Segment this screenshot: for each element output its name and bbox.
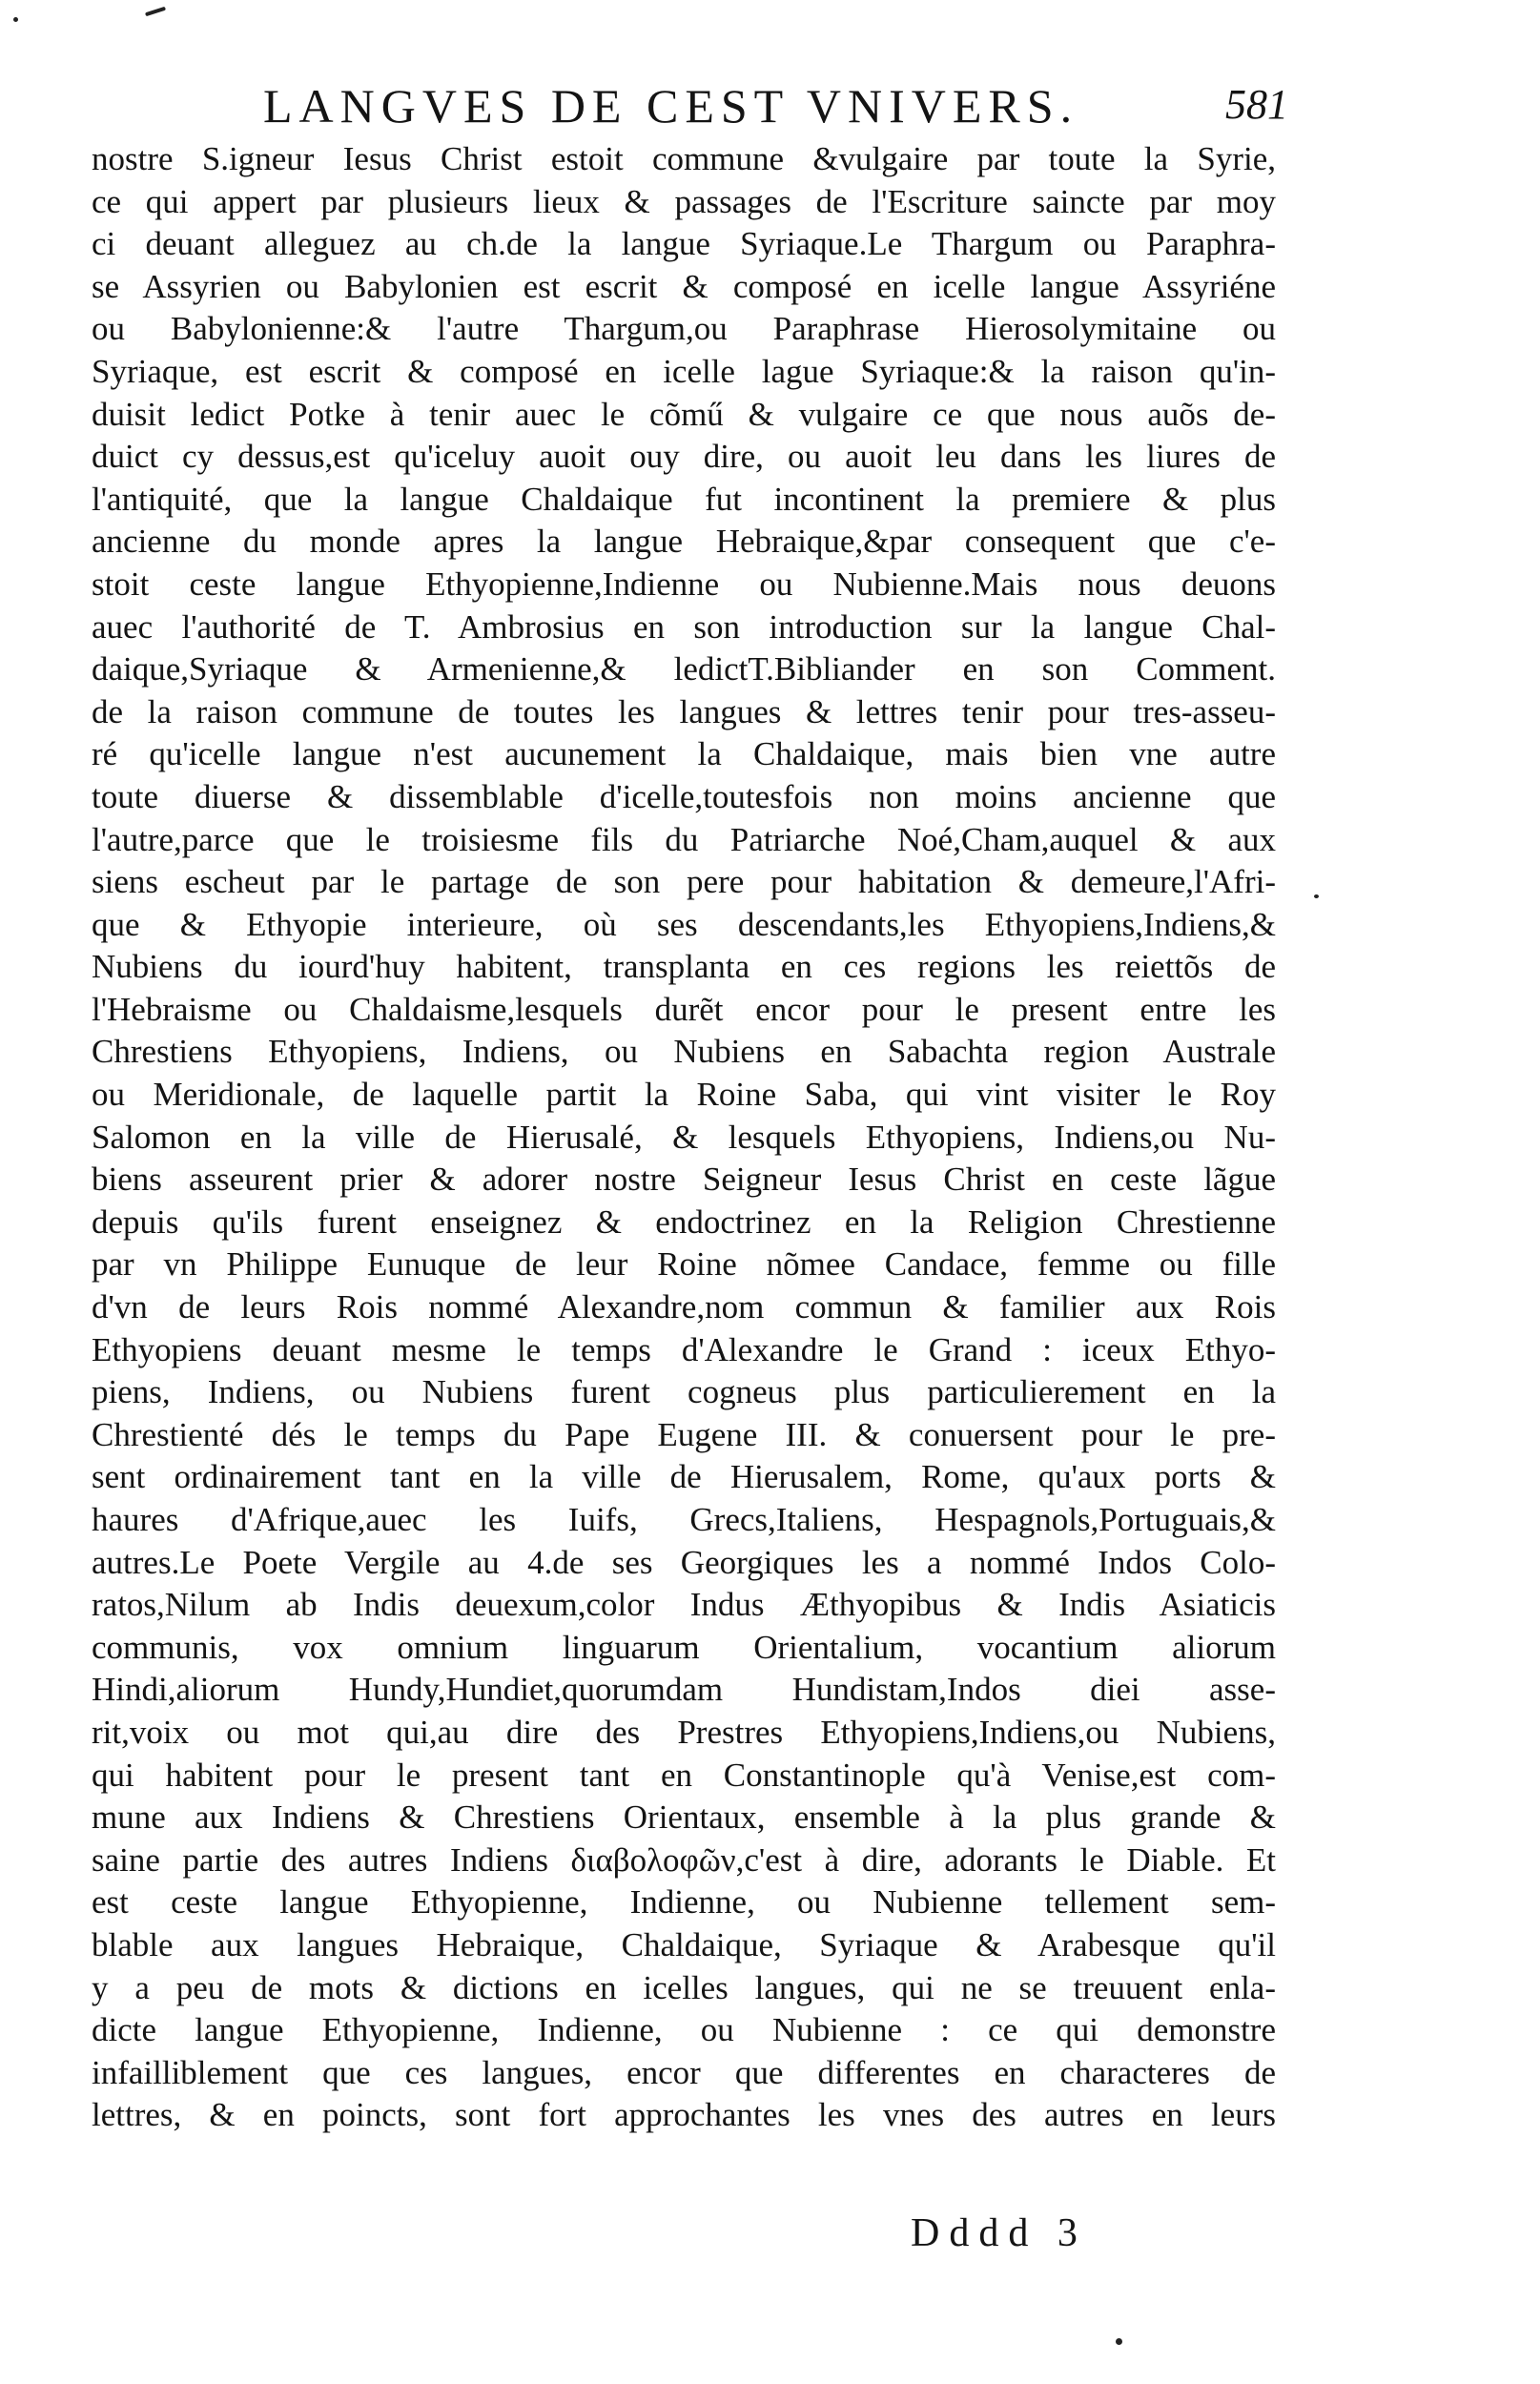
text-line: d'vn de leurs Rois nommé Alexandre,nom commun & familier aux Rois [92,1288,1276,1326]
text-line: Chrestiens Ethyopiens, Indiens, ou Nubiens en Sabachta region Australe [92,1033,1276,1071]
text-line: mune aux Indiens & Chrestiens Orientaux, ensemble à la plus grande & [92,1798,1276,1837]
text-line: auec l'authorité de T. Ambrosius en son introduction sur la langue Chal- [92,607,1276,646]
text-line: ou Babylonienne:& l'autre Thargum,ou Paraphrase Hierosolymitaine ou [92,310,1276,348]
text-line: ci deuant alleguez au ch.de la langue Syriaque.Le Thargum ou Paraphra- [92,225,1276,263]
text-line: toute diuerse & dissemblable d'icelle,toutesfois non moins ancienne que [92,777,1276,815]
text-line: autres.Le Poete Vergile au 4.de ses Georgiques les a nommé Indos Colo- [92,1543,1276,1581]
text-line: y a peu de mots & dictions en icelles langues, qui ne se treuuent enla- [92,1968,1276,2006]
text-line: Hindi,aliorum Hundy,Hundiet,quorumdam Hundistam,Indos diei asse- [92,1671,1276,1709]
ink-speck [1116,2338,1122,2345]
text-line: haures d'Afrique,auec les Iuifs, Grecs,Italiens, Hespagnols,Portuguais,& [92,1501,1276,1538]
text-line: que & Ethyopie interieure, où ses descendants,les Ethyopiens,Indiens,& [92,905,1276,943]
ink-speck [13,17,18,22]
text-line: daique,Syriaque & Armenienne,& ledictT.Bibliander en son Comment. [92,650,1276,688]
text-line: infailliblement que ces langues, encor que differentes en characteres de [92,2053,1276,2091]
text-line: ancienne du monde apres la langue Hebraique,&par consequent que c'e- [92,523,1276,561]
ink-speck [1314,894,1319,898]
text-line: sent ordinairement tant en la ville de Hierusalem, Rome, qu'aux ports & [92,1458,1276,1496]
text-line: Ethyopiens deuant mesme le temps d'Alexandre le Grand : iceux Ethyo- [92,1330,1276,1368]
text-line: ce qui appert par plusieurs lieux & passages de l'Escriture saincte par moy [92,182,1276,220]
page-header [263,78,1288,139]
ink-speck [145,7,166,17]
page-number: 581 [1225,81,1288,128]
text-line: se Assyrien ou Babylonien est escrit & composé en icelle langue Assyriéne [92,267,1276,305]
signature-mark: Dddd 3 [911,2211,1087,2255]
running-head: LANGVES DE CEST VNIVERS. [263,79,1079,133]
text-line: ré qu'icelle langue n'est aucunement la Chaldaique, mais bien vne autre [92,735,1276,773]
text-line: depuis qu'ils furent enseignez & endoctrinez en la Religion Chrestienne [92,1202,1276,1241]
text-line: dicte langue Ethyopienne, Indienne, ou Nubienne : ce qui demonstre [92,2011,1276,2049]
text-line: qui habitent pour le present tant en Constantinople qu'à Venise,est com- [92,1756,1276,1794]
text-line: l'antiquité, que la langue Chaldaique fut incontinent la premiere & plus [92,480,1276,518]
text-line: par vn Philippe Eunuque de leur Roine nõmee Candace, femme ou fille [92,1245,1276,1284]
text-line: Nubiens du iourd'huy habitent, transplanta en ces regions les reiettõs de [92,948,1276,986]
text-line: stoit ceste langue Ethyopienne,Indienne ou Nubienne.Mais nous deuons [92,565,1276,603]
text-line: duisit ledict Potke à tenir auec le cõmű & vulgaire ce que nous auõs de- [92,395,1276,433]
text-line: nostre S.igneur Iesus Christ estoit commune &vulgaire par toute la Syrie, [92,140,1276,177]
text-line: est ceste langue Ethyopienne, Indienne, ou Nubienne tellement sem- [92,1883,1276,1922]
text-line: ratos,Nilum ab Indis deuexum,color Indus Æthyopibus & Indis Asiaticis [92,1586,1276,1624]
text-line: Syriaque, est escrit & composé en icelle lague Syriaque:& la raison qu'in- [92,352,1276,390]
text-line: biens asseurent prier & adorer nostre Seigneur Iesus Christ en ceste lãgue [92,1161,1276,1199]
text-line: communis, vox omnium linguarum Orientalium, vocantium aliorum [92,1628,1276,1666]
text-line: rit,voix ou mot qui,au dire des Prestres Ethyopiens,Indiens,ou Nubiens, [92,1713,1276,1751]
text-line: Salomon en la ville de Hierusalé, & lesquels Ethyopiens, Indiens,ou Nu- [92,1118,1276,1156]
text-line: l'autre,parce que le troisiesme fils du Patriarche Noé,Cham,auquel & aux [92,820,1276,858]
text-line: blable aux langues Hebraique, Chaldaique, Syriaque & Arabesque qu'il [92,1925,1276,1963]
text-line: siens escheut par le partage de son pere pour habitation & demeure,l'Afri- [92,863,1276,901]
text-line: ou Meridionale, de laquelle partit la Roine Saba, qui vint visiter le Roy [92,1076,1276,1114]
text-line: lettres, & en poincts, sont fort approchantes les vnes des autres en leurs [92,2096,1276,2134]
text-line: duict cy dessus,est qu'iceluy auoit ouy dire, ou auoit leu dans les liures de [92,438,1276,476]
body-text [92,138,1276,2137]
text-line: l'Hebraisme ou Chaldaisme,lesquels durẽt encor pour le present entre les [92,990,1276,1028]
text-line: Chrestienté dés le temps du Pape Eugene III. & conuersent pour le pre- [92,1415,1276,1453]
text-line: piens, Indiens, ou Nubiens furent cogneus plus particulierement en la [92,1373,1276,1411]
text-line: de la raison commune de toutes les langues & lettres tenir pour tres-asseu- [92,692,1276,730]
text-line: saine partie des autres Indiens διαβολοφῶν,c'est à dire, adorants le Diable. Et [92,1840,1276,1879]
